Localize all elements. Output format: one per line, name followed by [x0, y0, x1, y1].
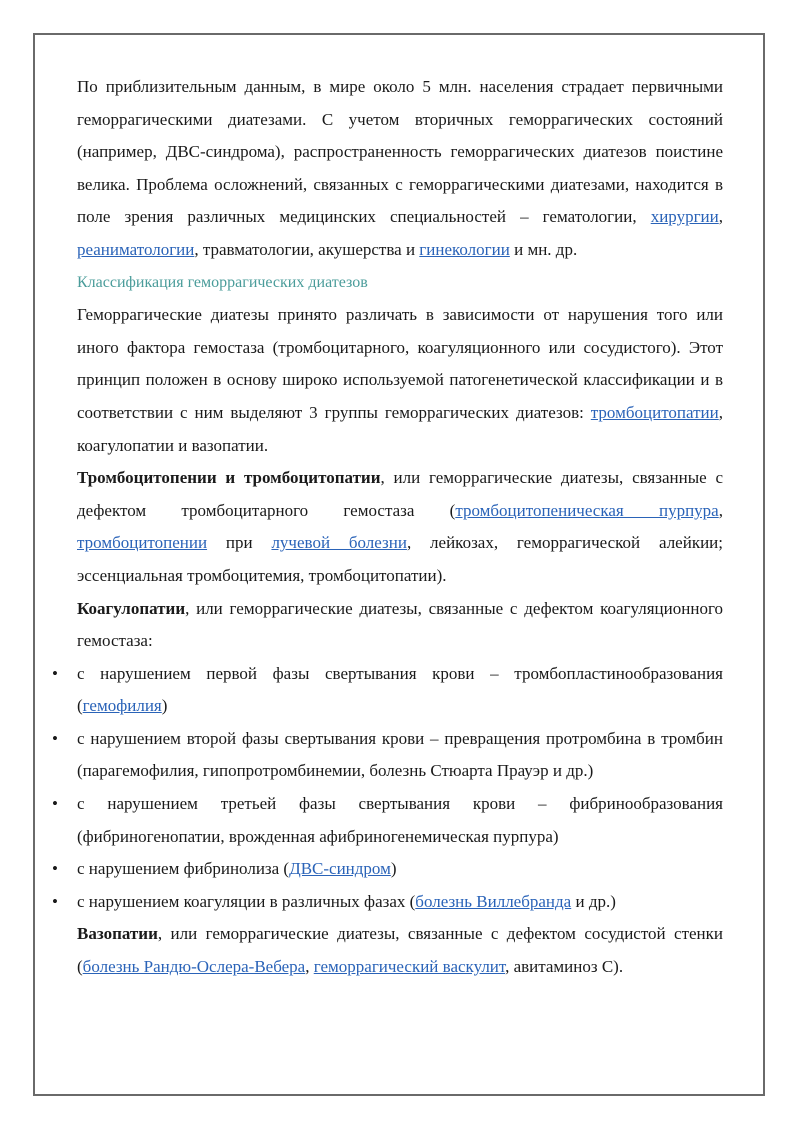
list-item — [52, 658, 723, 723]
separator: , — [718, 207, 723, 227]
section-heading: Классификация геморрагических диатезов — [77, 273, 368, 291]
vasopathy-term: Вазопатии — [77, 924, 158, 944]
intro-text-2: , травматологии, акушерства и — [194, 239, 420, 259]
link-dic-syndrome[interactable]: ДВС-синдром — [289, 859, 391, 879]
list-item-text-end: ) — [161, 696, 168, 716]
link-thrombocytopenia[interactable]: тромбоцитопении — [77, 533, 208, 553]
link-thrombocytopenic-purpura[interactable]: тромбоцитопеническая пурпура — [455, 500, 719, 520]
link-hemophilia[interactable]: гемофилия — [82, 696, 162, 716]
list-item — [52, 723, 723, 788]
link-thrombocytopathy[interactable]: тромбоцитопатии — [590, 402, 719, 422]
bullet-icon: • — [52, 891, 58, 911]
list-item-text: с нарушением третьей фазы свертывания крови – фибринообразования (фибриногенопатии, врожденная афибриногенемическая пурпура) — [77, 794, 723, 846]
vasopathy-paragraph — [77, 918, 723, 983]
coagulopathy-paragraph — [77, 593, 723, 658]
thrombocytopenia-paragraph — [77, 462, 723, 592]
list-item-text: с нарушением коагуляции в различных фазах ( — [77, 891, 416, 911]
list-item — [52, 886, 723, 919]
bullet-icon: • — [52, 663, 58, 683]
link-rendu-osler-weber[interactable]: болезнь Рандю-Ослера-Вебера — [82, 957, 306, 977]
list-item — [52, 788, 723, 853]
vasopathy-text-2: , авитаминоз С). — [505, 957, 624, 977]
link-hemorrhagic-vasculitis[interactable]: геморрагический васкулит — [313, 957, 506, 977]
separator: , — [718, 500, 723, 520]
thrombocytopenia-text-2: при — [207, 533, 272, 553]
bullet-icon: • — [52, 859, 58, 879]
intro-text-3: и мн. др. — [509, 239, 578, 259]
thrombocytopenia-text: , или геморрагические диатезы, связанные с дефектом тромбоцитарного гемостаза ( — [77, 468, 723, 520]
classification-paragraph — [77, 299, 723, 462]
link-willebrand-disease[interactable]: болезнь Виллебранда — [415, 891, 572, 911]
coagulopathy-list — [52, 658, 723, 919]
link-reanimation[interactable]: реаниматологии — [77, 239, 195, 259]
intro-paragraph — [77, 71, 723, 267]
link-radiation-sickness[interactable]: лучевой болезни — [271, 533, 407, 553]
thrombocytopenia-text-3: , лейкозах, геморрагической алейкии; эссенциальная тромбоцитемия, тромбоцитопатии). — [77, 533, 723, 585]
link-gynecology[interactable]: гинекологии — [419, 239, 510, 259]
intro-text: По приблизительным данным, в мире около 5 млн. населения страдает первичными геморрагическими диатезами. С учетом вторичных геморрагических состояний (например, ДВС-синдрома), распространенность геморрагических диатезов поистине велика. Проблема осложнений, связанных с геморрагическими диатезами, находится в поле зрения различных медицинских специальностей – гематологии, — [77, 77, 723, 227]
classification-text: Геморрагические диатезы принято различать в зависимости от нарушения того или иного фактора гемостаза (тромбоцитарного, коагуляционного или сосудистого). Этот принцип положен в основу широко используемой патогенетической классификации и в соответствии с ним выделяют 3 группы геморрагических диатезов: — [77, 305, 723, 422]
bullet-icon: • — [52, 728, 58, 748]
classification-text-2: , коагулопатии и вазопатии. — [77, 402, 723, 455]
link-surgery[interactable]: хирургии — [650, 207, 719, 227]
list-item-text: с нарушением фибринолиза ( — [77, 859, 290, 879]
document-body — [52, 71, 723, 984]
bullet-icon: • — [52, 794, 58, 814]
list-item-text: с нарушением первой фазы свертывания крови – тромбопластинообразования ( — [77, 663, 723, 716]
vasopathy-text: , или геморрагические диатезы, связанные с дефектом сосудистой стенки ( — [77, 924, 723, 977]
thrombocytopenia-term: Тромбоцитопении и тромбоцитопатии — [77, 468, 381, 488]
list-item-text-end: и др.) — [571, 891, 616, 911]
list-item — [52, 853, 723, 886]
coagulopathy-text: , или геморрагические диатезы, связанные с дефектом коагуляционного гемостаза: — [77, 598, 723, 651]
separator: , — [305, 957, 314, 977]
coagulopathy-term: Коагулопатии — [77, 598, 186, 618]
list-item-text-end: ) — [390, 859, 397, 879]
list-item-text: с нарушением второй фазы свертывания крови – превращения протромбина в тромбин (парагемофилия, гипопротромбинемии, болезнь Стюарта Прауэр и др.) — [77, 728, 723, 781]
